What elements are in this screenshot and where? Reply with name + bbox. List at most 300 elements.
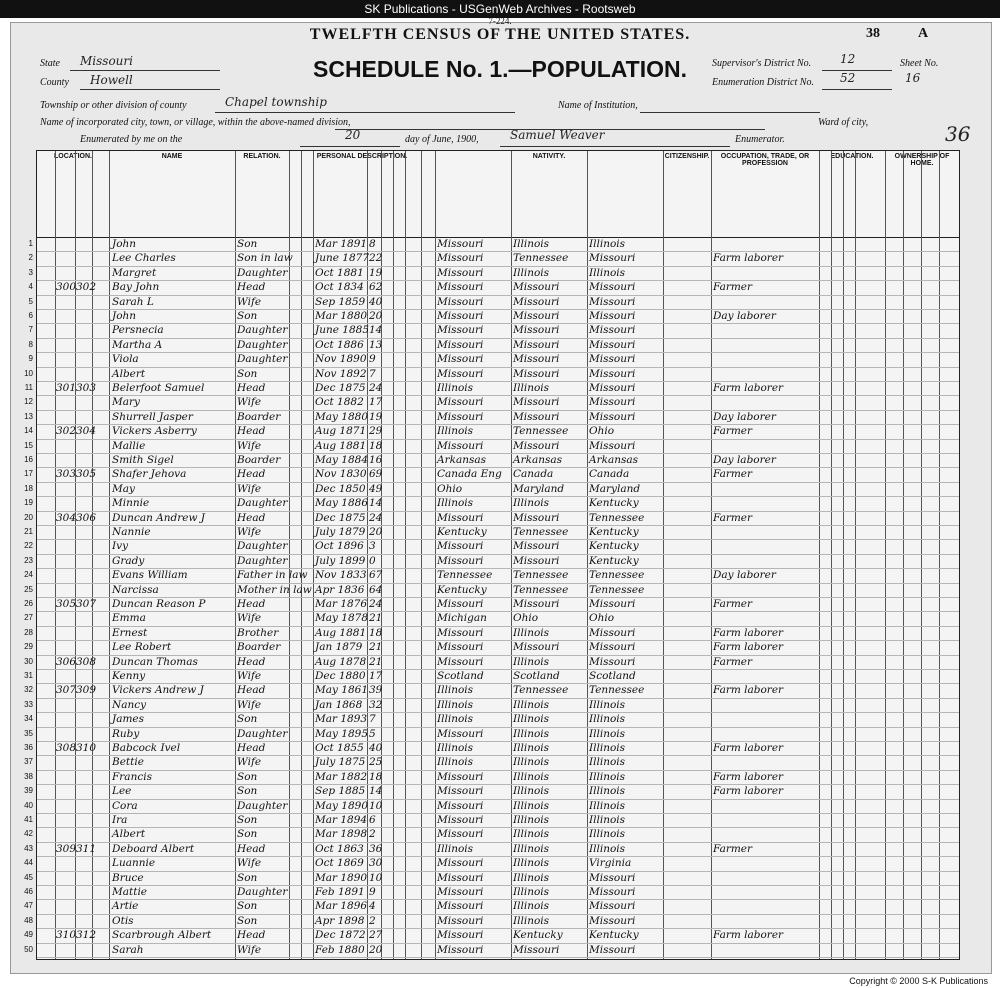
cell-age: 10: [369, 871, 383, 884]
table-row: [24, 698, 959, 713]
cell-occ: Farmer: [713, 281, 753, 294]
cell-bm: Illinois: [589, 770, 626, 783]
cell-bf: Illinois: [513, 238, 550, 250]
cell-name: Francis: [112, 770, 152, 783]
cell-occ: Farm laborer: [713, 684, 784, 697]
cell-bp: Missouri: [437, 353, 484, 366]
cell-bf: Missouri: [513, 281, 560, 294]
cell-dw: 304: [56, 511, 77, 524]
cell-bp: Missouri: [437, 238, 484, 250]
cell-name: Grady: [112, 554, 145, 567]
table-row: [24, 424, 959, 439]
cell-rel: Son: [237, 785, 258, 798]
cell-rel: Head: [237, 684, 266, 697]
cell-birth: Mar 1876: [315, 598, 368, 610]
cell-name: Vickers Asberry: [112, 425, 197, 438]
table-row: [24, 381, 959, 396]
cell-fam: 310: [76, 742, 97, 754]
row-number: 22: [24, 541, 33, 551]
cell-rel: Wife: [237, 857, 262, 870]
cell-bf: Tennessee: [513, 583, 569, 596]
row-number: 6: [28, 311, 33, 320]
cell-bm: Missouri: [589, 353, 636, 366]
cell-name: Sarah L: [112, 295, 154, 308]
table-row: [24, 943, 959, 958]
row-number: 28: [24, 627, 33, 637]
cell-bf: Missouri: [513, 410, 560, 423]
cell-bm: Illinois: [589, 727, 626, 740]
supervisor-district: 12: [840, 52, 856, 66]
cell-rel: Wife: [237, 295, 262, 308]
row-number: 40: [24, 800, 33, 810]
sheet-letter: A: [918, 26, 929, 41]
cell-bm: Tennessee: [589, 511, 645, 524]
cell-age: 21: [369, 641, 383, 654]
cell-name: James: [112, 713, 145, 726]
cell-bp: Illinois: [437, 497, 474, 510]
row-number: 48: [24, 915, 33, 925]
cell-bp: Tennessee: [437, 569, 493, 582]
table-row: [24, 928, 959, 943]
cell-rel: Head: [237, 425, 266, 438]
cell-bf: Arkansas: [513, 454, 563, 466]
cell-name: Kenny: [112, 670, 146, 682]
source-banner: SK Publications - USGenWeb Archives - Rootsweb: [0, 0, 1000, 18]
cell-name: May: [112, 482, 135, 495]
row-number: 29: [24, 642, 33, 652]
cell-rel: Daughter: [237, 886, 288, 898]
cell-birth: Oct 1869: [315, 857, 364, 870]
cell-dw: 310: [56, 929, 77, 942]
cell-age: 7: [369, 713, 376, 726]
cell-name: Duncan Andrew J: [112, 511, 206, 524]
county-label: County: [40, 77, 69, 88]
cell-name: Persnecia: [112, 324, 164, 337]
table-row: [24, 842, 959, 857]
cell-age: 24: [369, 382, 383, 394]
cell-bm: Missouri: [589, 338, 636, 351]
cell-rel: Boarder: [237, 454, 281, 466]
cell-birth: Apr 1836: [315, 583, 365, 596]
cell-occ: Farm laborer: [713, 785, 784, 798]
cell-age: 39: [369, 684, 383, 697]
cell-bf: Missouri: [513, 598, 560, 610]
table-row: [24, 813, 959, 828]
table-row: [24, 683, 959, 698]
table-row: [24, 784, 959, 799]
cell-bm: Missouri: [589, 943, 636, 956]
cell-name: Shafer Jehova: [112, 468, 187, 481]
table-row: [28, 323, 959, 338]
cell-rel: Wife: [237, 439, 262, 452]
cell-birth: Mar 1880: [315, 310, 368, 322]
cell-bp: Missouri: [437, 655, 484, 668]
township-label: Township or other division of county: [40, 100, 187, 111]
table-row: [24, 568, 959, 583]
cell-bm: Tennessee: [589, 583, 645, 596]
cell-bp: Illinois: [437, 382, 474, 394]
row-number: 23: [24, 555, 33, 565]
row-number: 20: [24, 512, 33, 522]
table-row: [24, 511, 959, 526]
table-row: [24, 799, 959, 814]
cell-bm: Illinois: [589, 238, 626, 250]
cell-name: Ivy: [112, 540, 129, 553]
cell-occ: Farm laborer: [713, 626, 784, 639]
table-row: [24, 626, 959, 641]
table-row: [24, 583, 959, 598]
cell-age: 6: [369, 814, 376, 826]
cell-bp: Canada Eng: [437, 468, 502, 481]
cell-bf: Illinois: [513, 770, 550, 783]
cell-bf: Scotland: [513, 670, 560, 682]
cell-bf: Missouri: [513, 554, 560, 567]
page-number: 38: [866, 26, 880, 41]
cell-rel: Son in law: [237, 252, 293, 265]
cell-fam: 311: [76, 842, 97, 855]
cell-occ: Day laborer: [713, 454, 776, 466]
table-row: [24, 482, 959, 497]
cell-birth: May 1880: [315, 410, 369, 423]
row-number: 9: [28, 354, 33, 364]
cell-dw: 309: [56, 842, 77, 855]
cell-bf: Missouri: [513, 396, 560, 409]
cell-bm: Missouri: [589, 886, 636, 898]
cell-bf: Tennessee: [513, 252, 569, 265]
cell-age: 64: [369, 583, 383, 596]
day-of-label: day of June, 1900,: [405, 134, 479, 145]
cell-birth: Oct 1882: [315, 396, 364, 409]
cell-bf: Missouri: [513, 324, 560, 337]
row-number: 41: [24, 815, 33, 824]
cell-age: 20: [369, 310, 383, 322]
cell-name: Duncan Thomas: [112, 655, 198, 668]
cell-age: 14: [369, 324, 383, 337]
cell-bf: Tennessee: [513, 526, 569, 538]
cell-dw: 308: [56, 742, 77, 754]
row-number: 46: [24, 887, 33, 896]
cell-age: 19: [369, 266, 383, 279]
table-row: [24, 727, 959, 742]
cell-name: Ruby: [112, 727, 140, 740]
cell-bf: Illinois: [513, 785, 550, 798]
cell-bf: Missouri: [513, 338, 560, 351]
cell-bp: Illinois: [437, 425, 474, 438]
cell-bf: Missouri: [513, 943, 560, 956]
cell-bf: Missouri: [513, 439, 560, 452]
cell-fam: 308: [76, 655, 97, 668]
cell-bm: Illinois: [589, 814, 626, 826]
cell-name: Ira: [112, 814, 128, 826]
cell-bm: Tennessee: [589, 569, 645, 582]
cell-birth: Mar 1891: [315, 238, 368, 250]
cell-age: 21: [369, 655, 383, 668]
cell-dw: 307: [56, 684, 77, 697]
row-number: 39: [24, 786, 33, 796]
cell-bm: Missouri: [589, 281, 636, 294]
cell-name: Ernest: [112, 626, 148, 639]
cell-rel: Daughter: [237, 799, 288, 812]
cell-birth: Dec 1880: [315, 670, 366, 682]
cell-bp: Missouri: [437, 900, 484, 913]
cell-bp: Missouri: [437, 598, 484, 610]
cell-age: 20: [369, 943, 383, 956]
cell-bf: Illinois: [513, 828, 550, 841]
row-number: 17: [24, 469, 33, 479]
cell-bm: Missouri: [589, 396, 636, 409]
cell-bf: Missouri: [513, 353, 560, 366]
sheet-label: Sheet No.: [900, 58, 939, 69]
cell-age: 3: [369, 540, 376, 553]
cell-birth: Aug 1881: [315, 626, 367, 639]
cell-birth: May 1895: [315, 727, 369, 740]
cell-rel: Son: [237, 900, 258, 913]
cell-birth: Oct 1886: [315, 338, 364, 351]
enumeration-district: 52: [840, 71, 856, 85]
cell-bp: Missouri: [437, 785, 484, 798]
row-number: 38: [24, 771, 33, 781]
table-row: [28, 237, 959, 252]
cell-bp: Missouri: [437, 727, 484, 740]
cell-fam: 302: [76, 281, 97, 294]
cell-birth: June 1885: [315, 324, 370, 337]
row-number: 33: [24, 699, 33, 709]
header-occupation: OCCUPATION, TRADE, OR PROFESSION: [720, 153, 810, 167]
cell-birth: Oct 1863: [315, 842, 364, 855]
cell-name: Martha A: [112, 338, 163, 351]
cell-rel: Mother in law: [237, 583, 312, 596]
cell-occ: Farmer: [713, 598, 753, 610]
row-number: 4: [28, 282, 33, 292]
cell-birth: July 1879: [315, 526, 366, 538]
cell-bp: Missouri: [437, 828, 484, 841]
cell-name: Bettie: [112, 756, 144, 769]
cell-birth: Oct 1834: [315, 281, 364, 294]
cell-dw: 306: [56, 655, 77, 668]
cell-occ: Farm laborer: [713, 252, 784, 265]
cell-name: Nannie: [112, 526, 151, 538]
cell-name: Nancy: [112, 698, 147, 711]
cell-rel: Daughter: [237, 497, 288, 510]
cell-fam: 306: [76, 511, 97, 524]
cell-bp: Missouri: [437, 770, 484, 783]
enumeration-day: 20: [345, 128, 361, 142]
cell-name: Mary: [112, 396, 140, 409]
cell-fam: 307: [76, 598, 97, 610]
header-name: NAME: [161, 153, 183, 160]
cell-birth: May 1890: [315, 799, 369, 812]
cell-rel: Son: [237, 238, 258, 250]
cell-rel: Son: [237, 713, 258, 726]
cell-birth: Sep 1859: [315, 295, 366, 308]
cell-dw: 305: [56, 598, 77, 610]
cell-bf: Illinois: [513, 900, 550, 913]
cell-rel: Wife: [237, 943, 262, 956]
cell-bp: Missouri: [437, 914, 484, 927]
cell-bm: Missouri: [589, 641, 636, 654]
cell-bp: Missouri: [437, 266, 484, 279]
cell-age: 9: [369, 886, 376, 898]
cell-age: 62: [369, 281, 383, 294]
cell-age: 14: [369, 497, 383, 510]
cell-bp: Illinois: [437, 713, 474, 726]
cell-age: 36: [369, 842, 383, 855]
cell-birth: May 1884: [315, 454, 369, 466]
cell-age: 16: [369, 454, 383, 466]
cell-bf: Tennessee: [513, 425, 569, 438]
cell-bm: Virginia: [589, 857, 632, 870]
cell-occ: Farmer: [713, 511, 753, 524]
cell-bp: Kentucky: [437, 583, 487, 596]
cell-rel: Wife: [237, 756, 262, 769]
city-label: Name of incorporated city, town, or village, within the above-named division,: [40, 117, 351, 128]
cell-rel: Daughter: [237, 353, 288, 366]
cell-bf: Missouri: [513, 511, 560, 524]
cell-age: 18: [369, 770, 383, 783]
cell-name: Smith Sigel: [112, 454, 174, 466]
cell-bp: Missouri: [437, 886, 484, 898]
cell-birth: Mar 1893: [315, 713, 368, 726]
cell-bm: Illinois: [589, 828, 626, 841]
cell-birth: May 1886: [315, 497, 369, 510]
cell-fam: 303: [76, 382, 97, 394]
cell-name: Mallie: [112, 439, 146, 452]
row-number: 15: [24, 440, 33, 450]
cell-occ: Farm laborer: [713, 382, 784, 394]
cell-dw: 300: [56, 281, 77, 294]
table-row: [24, 554, 959, 569]
table-row: [24, 741, 959, 756]
cell-rel: Head: [237, 742, 266, 754]
enumerated-label: Enumerated by me on the: [80, 134, 183, 145]
institution-label: Name of Institution,: [558, 100, 638, 111]
cell-bm: Kentucky: [589, 929, 639, 942]
cell-age: 4: [369, 900, 376, 913]
cell-birth: Aug 1881: [315, 439, 367, 452]
table-row: [28, 352, 959, 367]
table-row: [24, 611, 959, 626]
cell-bf: Ohio: [513, 612, 539, 625]
cell-rel: Son: [237, 871, 258, 884]
cell-occ: Farmer: [713, 425, 753, 438]
cell-bp: Missouri: [437, 929, 484, 942]
cell-bp: Missouri: [437, 324, 484, 337]
row-number: 47: [24, 901, 33, 911]
header-location: LOCATION.: [54, 153, 92, 160]
cell-birth: Mar 1896: [315, 900, 368, 913]
sheet-number: 16: [905, 71, 921, 85]
cell-birth: Oct 1896: [315, 540, 364, 553]
table-row: [24, 395, 959, 410]
state-label: State: [40, 58, 60, 69]
table-row: [28, 266, 959, 281]
cell-bm: Missouri: [589, 410, 636, 423]
row-number: 3: [28, 267, 33, 277]
row-number: 44: [24, 858, 33, 868]
cell-age: 5: [369, 727, 376, 740]
cell-bm: Missouri: [589, 900, 636, 913]
cell-birth: Oct 1855: [315, 742, 364, 754]
cell-bm: Missouri: [589, 382, 636, 394]
cell-name: Lee Charles: [112, 252, 176, 265]
cell-bp: Ohio: [437, 482, 463, 495]
table-row: [24, 712, 959, 727]
cell-name: Belerfoot Samuel: [112, 382, 205, 394]
cell-name: Shurrell Jasper: [112, 410, 193, 423]
cell-name: Bay John: [112, 281, 160, 294]
cell-rel: Wife: [237, 396, 262, 409]
row-number: 12: [24, 397, 33, 407]
cell-rel: Son: [237, 310, 258, 322]
cell-bf: Illinois: [513, 871, 550, 884]
cell-rel: Daughter: [237, 554, 288, 567]
cell-occ: Farm laborer: [713, 641, 784, 654]
county-value: Howell: [90, 73, 133, 87]
cell-bf: Illinois: [513, 756, 550, 769]
cell-bp: Missouri: [437, 281, 484, 294]
ward-label: Ward of city,: [818, 117, 869, 128]
cell-age: 20: [369, 526, 383, 538]
cell-bm: Ohio: [589, 425, 615, 438]
table-row: [24, 640, 959, 655]
cell-name: Evans William: [112, 569, 188, 582]
cell-occ: Farm laborer: [713, 770, 784, 783]
row-number: 42: [24, 829, 33, 839]
cell-bf: Illinois: [513, 799, 550, 812]
cell-bp: Kentucky: [437, 526, 487, 538]
row-number: 13: [24, 411, 33, 421]
row-number: 34: [24, 714, 33, 724]
cell-age: 13: [369, 338, 383, 351]
cell-bf: Missouri: [513, 295, 560, 308]
cell-bm: Illinois: [589, 713, 626, 726]
cell-age: 18: [369, 439, 383, 452]
cell-bm: Missouri: [589, 871, 636, 884]
table-row: [24, 410, 959, 425]
cell-birth: Mar 1890: [315, 871, 368, 884]
cell-bf: Illinois: [513, 727, 550, 740]
cell-bf: Illinois: [513, 655, 550, 668]
cell-bf: Tennessee: [513, 684, 569, 697]
cell-age: 22: [369, 252, 383, 265]
table-row: [24, 467, 959, 482]
cell-bm: Ohio: [589, 612, 615, 625]
cell-bm: Missouri: [589, 252, 636, 265]
table-row: [24, 655, 959, 670]
cell-rel: Daughter: [237, 727, 288, 740]
row-number: 27: [24, 613, 33, 623]
cell-age: 27: [369, 929, 383, 942]
cell-bf: Illinois: [513, 497, 550, 510]
cell-dw: 301: [56, 382, 77, 394]
cell-bp: Illinois: [437, 756, 474, 769]
cell-name: Babcock Ivel: [112, 742, 181, 754]
table-row: [24, 496, 959, 511]
cell-bp: Illinois: [437, 742, 474, 754]
row-number: 7: [28, 325, 33, 335]
cell-name: Albert: [112, 828, 146, 841]
table-row: [28, 338, 959, 353]
cell-bm: Illinois: [589, 756, 626, 769]
cell-bp: Missouri: [437, 943, 484, 956]
cell-bp: Arkansas: [437, 454, 487, 466]
cell-bf: Missouri: [513, 310, 560, 322]
row-number: 31: [24, 671, 33, 680]
cell-birth: Nov 1830: [315, 468, 367, 481]
cell-bf: Illinois: [513, 914, 550, 927]
cell-age: 18: [369, 626, 383, 639]
cell-birth: Nov 1890: [315, 353, 367, 366]
